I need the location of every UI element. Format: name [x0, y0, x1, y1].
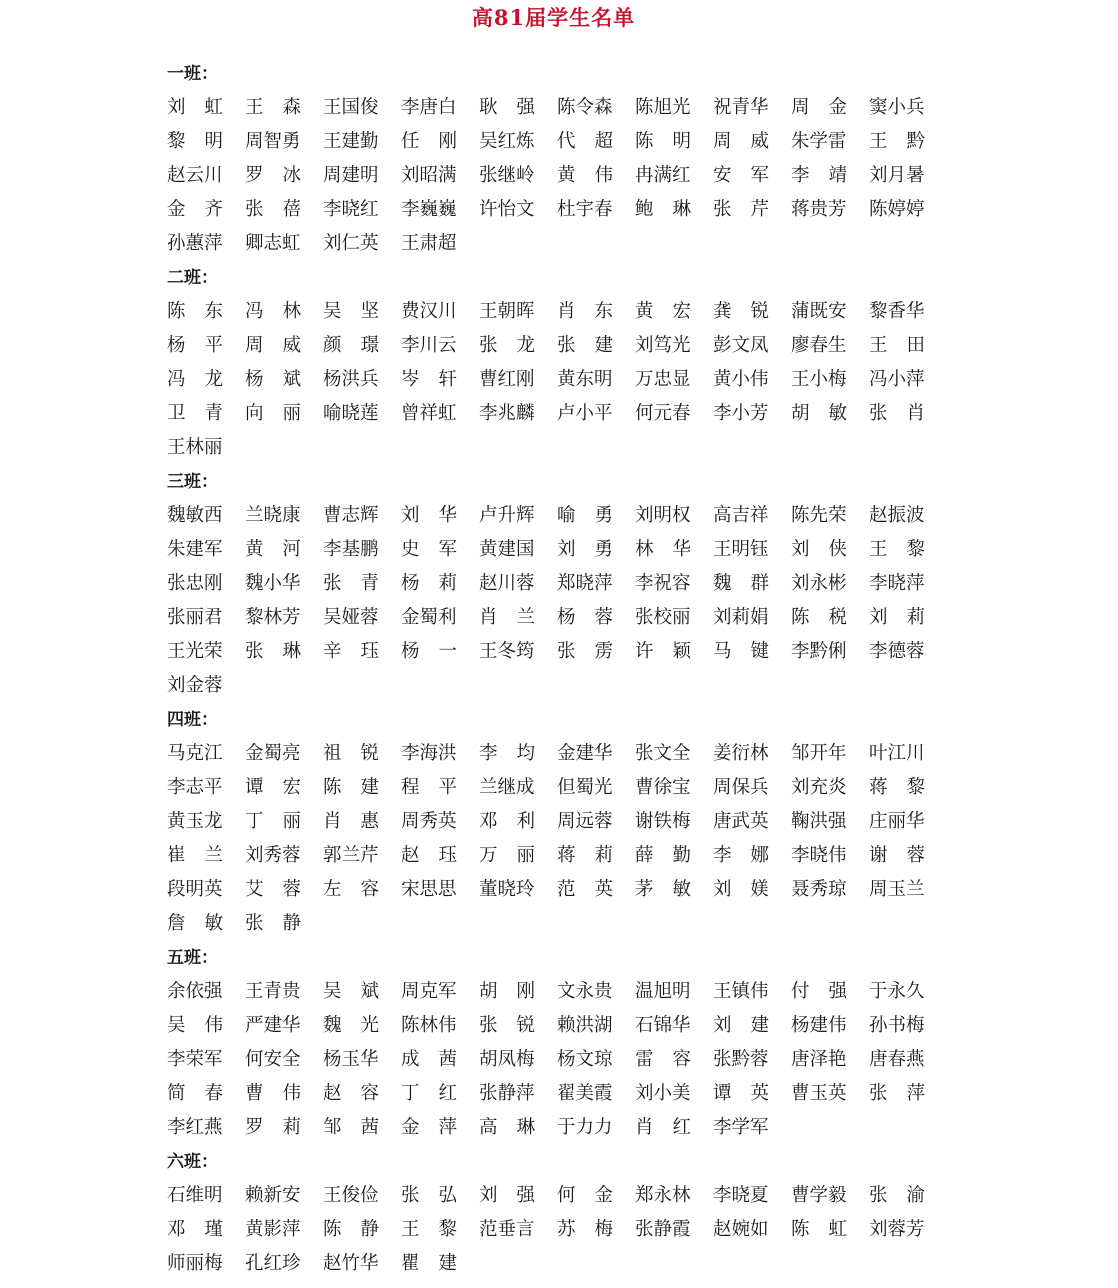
student-name: 李学军	[713, 1117, 769, 1138]
student-name: 张建	[557, 335, 633, 356]
student-name: 王镇伟	[713, 981, 769, 1002]
student-name: 刘永彬	[791, 573, 847, 594]
student-name: 周建明	[323, 165, 379, 186]
student-name: 李祝容	[635, 573, 691, 594]
student-name: 曹红刚	[479, 369, 535, 390]
student-name: 杨洪兵	[323, 369, 379, 390]
student-name: 马克江	[167, 743, 223, 764]
class-section	[167, 703, 947, 941]
student-name: 王明钰	[713, 539, 769, 560]
student-name: 张忠刚	[167, 573, 223, 594]
page-title: 高81届学生名单	[471, 5, 636, 30]
student-name: 赵容	[323, 1083, 399, 1104]
student-name: 冯小萍	[869, 369, 925, 390]
student-name: 张文全	[635, 743, 691, 764]
student-roster	[167, 57, 947, 1281]
student-name: 颜璟	[323, 335, 399, 356]
class-section	[167, 57, 947, 261]
student-name: 周威	[713, 131, 789, 152]
student-name: 赵振波	[869, 505, 925, 526]
student-name: 孔红珍	[245, 1253, 301, 1274]
student-name: 陈明	[635, 131, 711, 152]
student-name: 周克军	[401, 981, 457, 1002]
student-name: 李晓红	[323, 199, 379, 220]
student-name: 张青	[323, 573, 399, 594]
student-name: 刘勇	[557, 539, 633, 560]
student-name: 郑晓萍	[557, 573, 613, 594]
student-name: 李靖	[791, 165, 867, 186]
student-name: 段明英	[167, 879, 223, 900]
student-name: 黎林芳	[245, 607, 301, 628]
student-name: 金蜀亮	[245, 743, 301, 764]
student-name: 万丽	[479, 845, 555, 866]
student-name: 李小芳	[713, 403, 769, 424]
student-name: 刘小美	[635, 1083, 691, 1104]
student-name: 于永久	[869, 981, 925, 1002]
student-name: 谭宏	[245, 777, 321, 798]
student-name: 杨平	[167, 335, 243, 356]
student-name: 丁红	[401, 1083, 477, 1104]
class-label: 六班：	[167, 1152, 218, 1172]
student-name: 黄宏	[635, 301, 711, 322]
student-name: 温旭明	[635, 981, 691, 1002]
student-name: 邹茜	[323, 1117, 399, 1138]
student-name: 张萍	[869, 1083, 945, 1104]
student-name: 王森	[245, 97, 321, 118]
student-name: 王冬筠	[479, 641, 535, 662]
student-name: 唐泽艳	[791, 1049, 847, 1070]
student-name: 杨莉	[401, 573, 477, 594]
student-name: 李均	[479, 743, 555, 764]
student-name: 黄影萍	[245, 1219, 301, 1240]
student-name: 叶江川	[869, 743, 925, 764]
student-name: 赵婉如	[713, 1219, 769, 1240]
student-name: 金蜀利	[401, 607, 457, 628]
student-name: 李红燕	[167, 1117, 223, 1138]
student-name: 余依强	[167, 981, 223, 1002]
student-name: 陈建	[323, 777, 399, 798]
student-name: 刘仁英	[323, 233, 379, 254]
student-name: 王光荣	[167, 641, 223, 662]
student-name: 彭文凤	[713, 335, 769, 356]
student-name: 刘莉	[869, 607, 945, 628]
student-name: 张龙	[479, 335, 555, 356]
class-section	[167, 1145, 947, 1281]
student-name: 王青贵	[245, 981, 301, 1002]
class-label: 五班：	[167, 948, 218, 968]
student-name: 邓瑾	[167, 1219, 243, 1240]
student-name: 杨建伟	[791, 1015, 847, 1036]
student-name: 魏敏西	[167, 505, 223, 526]
student-name: 曹志辉	[323, 505, 379, 526]
student-name: 张渝	[869, 1185, 945, 1206]
student-name: 周智勇	[245, 131, 301, 152]
student-name: 赵竹华	[323, 1253, 379, 1274]
student-name: 李海洪	[401, 743, 457, 764]
student-name: 朱建军	[167, 539, 223, 560]
student-name: 张校丽	[635, 607, 691, 628]
student-name: 翟美霞	[557, 1083, 613, 1104]
student-name: 卫青	[167, 403, 243, 424]
student-name: 赵川蓉	[479, 573, 535, 594]
student-name: 邹开年	[791, 743, 847, 764]
student-name: 李德蓉	[869, 641, 925, 662]
student-name: 唐武英	[713, 811, 769, 832]
student-name: 魏光	[323, 1015, 399, 1036]
student-name: 黄东明	[557, 369, 613, 390]
student-name: 崔兰	[167, 845, 243, 866]
student-name: 吴伟	[167, 1015, 243, 1036]
student-name: 陈税	[791, 607, 867, 628]
student-name: 李荣军	[167, 1049, 223, 1070]
student-name: 范英	[557, 879, 633, 900]
student-name: 辛珏	[323, 641, 399, 662]
student-name: 金建华	[557, 743, 613, 764]
student-name: 张雳	[557, 641, 633, 662]
student-name: 何元春	[635, 403, 691, 424]
student-name: 艾蓉	[245, 879, 321, 900]
student-name: 罗莉	[245, 1117, 321, 1138]
student-name: 赖新安	[245, 1185, 301, 1206]
student-name: 陈旭光	[635, 97, 691, 118]
student-name: 魏群	[713, 573, 789, 594]
student-name: 陈林伟	[401, 1015, 457, 1036]
student-name: 蒋贵芳	[791, 199, 847, 220]
student-name: 张静萍	[479, 1083, 535, 1104]
student-name: 王建勤	[323, 131, 379, 152]
student-name: 孙蕙萍	[167, 233, 223, 254]
student-name: 杜宇春	[557, 199, 613, 220]
student-name: 蒋黎	[869, 777, 945, 798]
student-name: 刘虹	[167, 97, 243, 118]
student-name: 胡刚	[479, 981, 555, 1002]
student-name: 于力力	[557, 1117, 613, 1138]
student-name: 喻勇	[557, 505, 633, 526]
student-name: 马键	[713, 641, 789, 662]
student-name: 金齐	[167, 199, 243, 220]
student-name: 魏小华	[245, 573, 301, 594]
student-name: 赵云川	[167, 165, 223, 186]
student-name: 张琳	[245, 641, 321, 662]
student-name: 费汉川	[401, 301, 457, 322]
student-name: 刘昭满	[401, 165, 457, 186]
class-label: 二班：	[167, 268, 218, 288]
student-name: 张芹	[713, 199, 789, 220]
student-name: 鞠洪强	[791, 811, 847, 832]
student-name: 王田	[869, 335, 945, 356]
student-name: 周玉兰	[869, 879, 925, 900]
student-name: 安军	[713, 165, 789, 186]
student-name: 何安全	[245, 1049, 301, 1070]
student-name: 王黔	[869, 131, 945, 152]
student-name: 王黎	[401, 1219, 477, 1240]
student-name: 蒋莉	[557, 845, 633, 866]
student-name: 曹学毅	[791, 1185, 847, 1206]
class-section	[167, 465, 947, 703]
student-name: 刘蓉芳	[869, 1219, 925, 1240]
student-name: 肖惠	[323, 811, 399, 832]
student-name: 杨文琼	[557, 1049, 613, 1070]
student-name: 刘明权	[635, 505, 691, 526]
student-name: 张弘	[401, 1185, 477, 1206]
student-name: 谢铁梅	[635, 811, 691, 832]
student-name: 卢小平	[557, 403, 613, 424]
name-grid	[167, 975, 947, 1145]
student-name: 程平	[401, 777, 477, 798]
student-name: 丁丽	[245, 811, 321, 832]
student-name: 王黎	[869, 539, 945, 560]
student-name: 代超	[557, 131, 633, 152]
student-name: 刘金蓉	[167, 675, 223, 696]
class-section	[167, 261, 947, 465]
student-name: 窦小兵	[869, 97, 925, 118]
student-name: 李志平	[167, 777, 223, 798]
student-name: 刘媄	[713, 879, 789, 900]
student-name: 任刚	[401, 131, 477, 152]
student-name: 刘强	[479, 1185, 555, 1206]
student-name: 薛勤	[635, 845, 711, 866]
student-name: 范垂言	[479, 1219, 535, 1240]
student-name: 付强	[791, 981, 867, 1002]
name-grid	[167, 295, 947, 465]
student-name: 吴娅蓉	[323, 607, 379, 628]
student-name: 卢升辉	[479, 505, 535, 526]
student-name: 詹敏	[167, 913, 243, 934]
student-name: 刘莉娟	[713, 607, 769, 628]
student-name: 刘充炎	[791, 777, 847, 798]
student-name: 董晓玲	[479, 879, 535, 900]
student-name: 李兆麟	[479, 403, 535, 424]
student-name: 谢蓉	[869, 845, 945, 866]
student-name: 廖春生	[791, 335, 847, 356]
student-name: 陈东	[167, 301, 243, 322]
student-name: 祝青华	[713, 97, 769, 118]
student-name: 胡敏	[791, 403, 867, 424]
student-name: 李晓萍	[869, 573, 925, 594]
student-name: 黎明	[167, 131, 243, 152]
student-name: 冯林	[245, 301, 321, 322]
student-name: 陈婷婷	[869, 199, 925, 220]
student-name: 高琳	[479, 1117, 555, 1138]
student-name: 刘秀蓉	[245, 845, 301, 866]
student-name: 杨蓉	[557, 607, 633, 628]
student-name: 陈先荣	[791, 505, 847, 526]
student-name: 周金	[791, 97, 867, 118]
student-name: 肖红	[635, 1117, 711, 1138]
student-name: 张锐	[479, 1015, 555, 1036]
student-name: 姜衍林	[713, 743, 769, 764]
student-name: 左容	[323, 879, 399, 900]
student-name: 刘侠	[791, 539, 867, 560]
student-name: 黄伟	[557, 165, 633, 186]
name-grid	[167, 499, 947, 703]
student-name: 吴红炼	[479, 131, 535, 152]
student-name: 周秀英	[401, 811, 457, 832]
student-name: 张继岭	[479, 165, 535, 186]
student-name: 陈虹	[791, 1219, 867, 1240]
student-name: 黄河	[245, 539, 321, 560]
student-name: 向丽	[245, 403, 321, 424]
student-name: 黄玉龙	[167, 811, 223, 832]
student-name: 李基鹏	[323, 539, 379, 560]
student-name: 曹徐宝	[635, 777, 691, 798]
class-label: 三班：	[167, 472, 218, 492]
student-name: 严建华	[245, 1015, 301, 1036]
student-name: 聂秀琼	[791, 879, 847, 900]
student-name: 李晓夏	[713, 1185, 769, 1206]
student-name: 赵珏	[401, 845, 477, 866]
student-name: 唐春燕	[869, 1049, 925, 1070]
student-name: 兰晓康	[245, 505, 301, 526]
student-name: 石维明	[167, 1185, 223, 1206]
student-name: 王小梅	[791, 369, 847, 390]
student-name: 孙书梅	[869, 1015, 925, 1036]
student-name: 王俊俭	[323, 1185, 379, 1206]
student-name: 师丽梅	[167, 1253, 223, 1274]
student-name: 王林丽	[167, 437, 223, 458]
student-name: 黄建国	[479, 539, 535, 560]
student-name: 刘建	[713, 1015, 789, 1036]
student-name: 万忠显	[635, 369, 691, 390]
student-name: 王朝晖	[479, 301, 535, 322]
student-name: 郑永林	[635, 1185, 691, 1206]
student-name: 何金	[557, 1185, 633, 1206]
student-name: 雷容	[635, 1049, 711, 1070]
name-grid	[167, 1179, 947, 1281]
student-name: 王国俊	[323, 97, 379, 118]
student-name: 卿志虹	[245, 233, 301, 254]
student-name: 刘笃光	[635, 335, 691, 356]
student-name: 刘华	[401, 505, 477, 526]
student-name: 黄小伟	[713, 369, 769, 390]
student-name: 岑轩	[401, 369, 477, 390]
name-grid	[167, 91, 947, 261]
student-name: 蒲既安	[791, 301, 847, 322]
student-name: 兰继成	[479, 777, 535, 798]
student-name: 龚锐	[713, 301, 789, 322]
student-name: 肖东	[557, 301, 633, 322]
student-name: 高吉祥	[713, 505, 769, 526]
student-name: 冉满红	[635, 165, 691, 186]
student-name: 张丽君	[167, 607, 223, 628]
student-name: 杨斌	[245, 369, 321, 390]
student-name: 张肖	[869, 403, 945, 424]
student-name: 曾祥虹	[401, 403, 457, 424]
student-name: 简春	[167, 1083, 243, 1104]
student-name: 谭英	[713, 1083, 789, 1104]
student-name: 庄丽华	[869, 811, 925, 832]
student-name: 鲍琳	[635, 199, 711, 220]
student-name: 耿强	[479, 97, 555, 118]
student-name: 瞿建	[401, 1253, 477, 1274]
student-name: 周保兵	[713, 777, 769, 798]
student-name: 周远蓉	[557, 811, 613, 832]
class-label: 四班：	[167, 710, 218, 730]
student-name: 杨一	[401, 641, 477, 662]
student-name: 李川云	[401, 335, 457, 356]
student-name: 张蓓	[245, 199, 321, 220]
student-name: 陈令森	[557, 97, 613, 118]
student-name: 史军	[401, 539, 477, 560]
student-name: 茅敏	[635, 879, 711, 900]
student-name: 赖洪湖	[557, 1015, 613, 1036]
student-name: 宋思思	[401, 879, 457, 900]
student-name: 成茜	[401, 1049, 477, 1070]
student-name: 冯龙	[167, 369, 243, 390]
student-name: 曹伟	[245, 1083, 321, 1104]
student-name: 金萍	[401, 1117, 477, 1138]
student-name: 罗冰	[245, 165, 321, 186]
student-name: 曹玉英	[791, 1083, 847, 1104]
student-name: 但蜀光	[557, 777, 613, 798]
student-name: 吴斌	[323, 981, 399, 1002]
class-label: 一班：	[167, 64, 218, 84]
student-name: 文永贵	[557, 981, 613, 1002]
student-name: 苏梅	[557, 1219, 633, 1240]
student-name: 林华	[635, 539, 711, 560]
student-name: 李巍巍	[401, 199, 457, 220]
student-name: 肖兰	[479, 607, 555, 628]
student-name: 张静霞	[635, 1219, 691, 1240]
student-name: 张静	[245, 913, 321, 934]
student-name: 郭兰芹	[323, 845, 379, 866]
student-name: 李娜	[713, 845, 789, 866]
student-name: 吴坚	[323, 301, 399, 322]
student-name: 许颖	[635, 641, 711, 662]
student-name: 石锦华	[635, 1015, 691, 1036]
student-name: 黎香华	[869, 301, 925, 322]
student-name: 李唐白	[401, 97, 457, 118]
student-name: 邓利	[479, 811, 555, 832]
student-name: 王肃超	[401, 233, 457, 254]
student-name: 刘月暑	[869, 165, 925, 186]
student-name: 胡凤梅	[479, 1049, 535, 1070]
student-name: 张黔蓉	[713, 1049, 769, 1070]
student-name: 李黔俐	[791, 641, 847, 662]
student-name: 祖锐	[323, 743, 399, 764]
student-name: 李晓伟	[791, 845, 847, 866]
student-name: 周威	[245, 335, 321, 356]
student-name: 陈静	[323, 1219, 399, 1240]
student-name: 朱学雷	[791, 131, 847, 152]
student-name: 杨玉华	[323, 1049, 379, 1070]
name-grid	[167, 737, 947, 941]
student-name: 喻晓莲	[323, 403, 379, 424]
class-section	[167, 941, 947, 1145]
student-name: 许怡文	[479, 199, 535, 220]
